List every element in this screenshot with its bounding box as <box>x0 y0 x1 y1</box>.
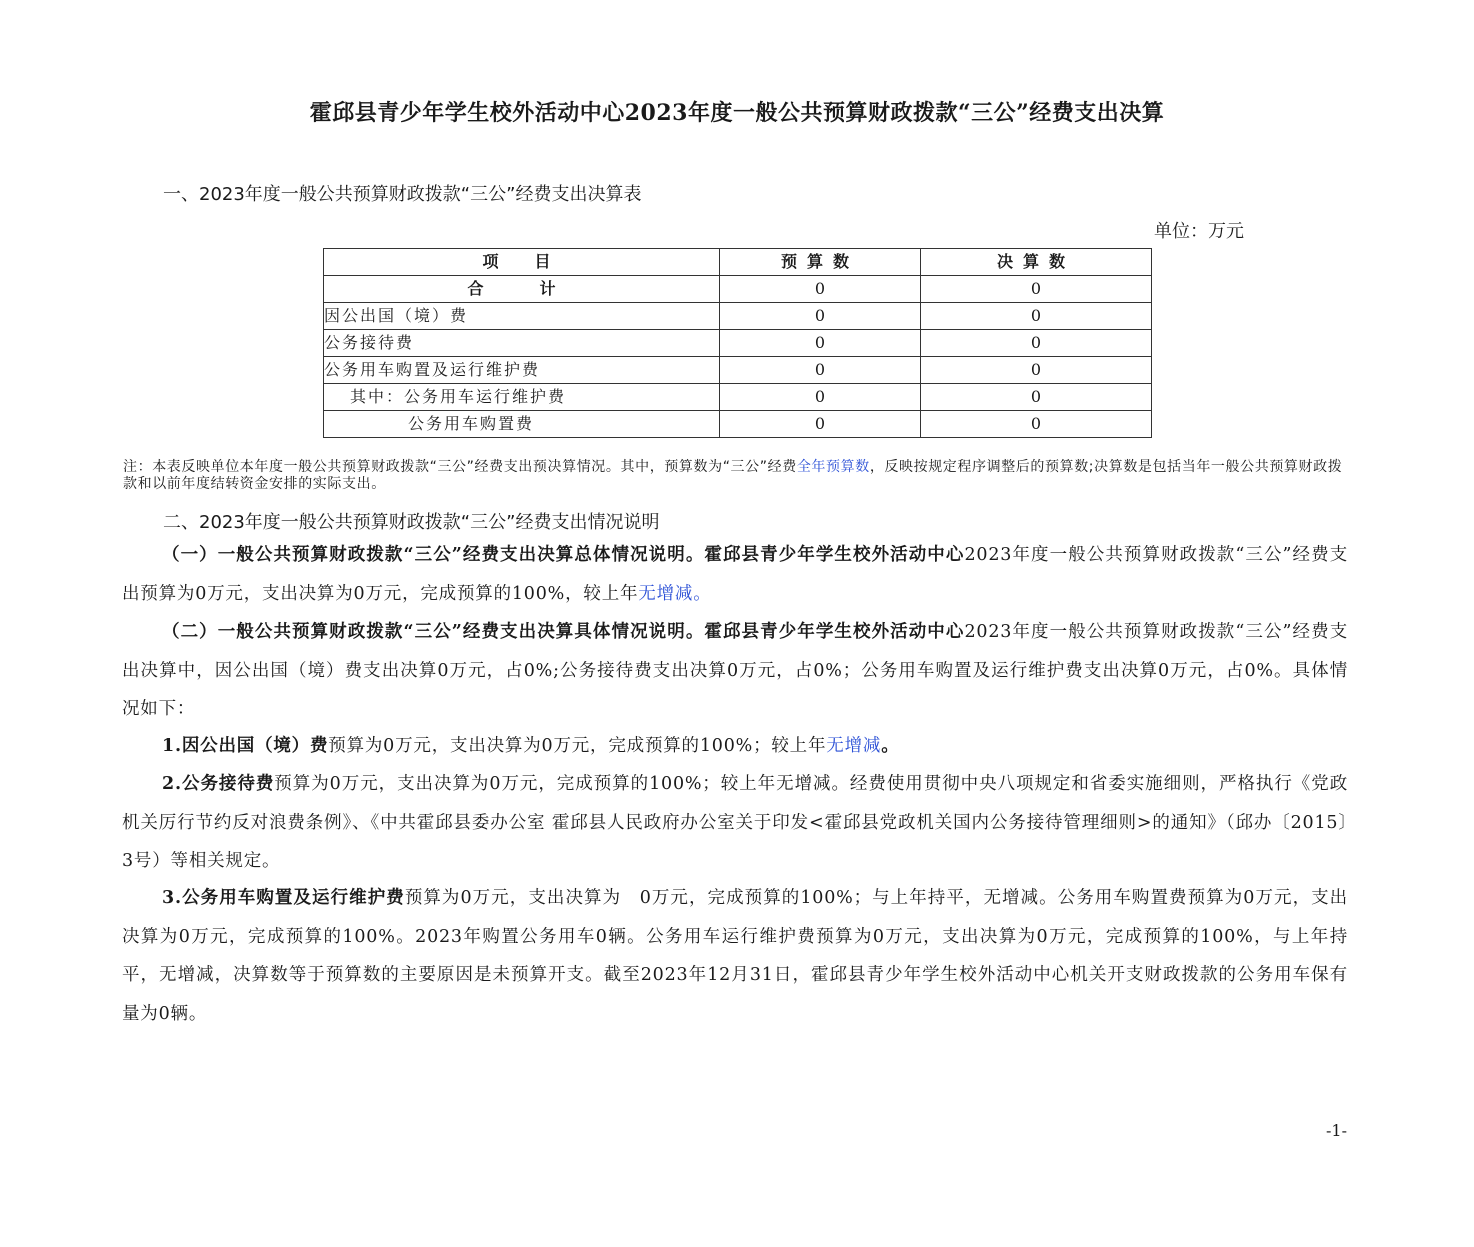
row-final: 0 <box>921 384 1152 411</box>
table-row <box>324 384 1152 411</box>
row-final: 0 <box>921 276 1152 303</box>
row-budget: 0 <box>720 303 921 330</box>
section2-heading: 二、2023年度一般公共预算财政拨款“三公”经费支出情况说明 <box>163 512 660 533</box>
note-highlight: 全年预算数 <box>796 459 870 475</box>
table-row <box>324 303 1152 330</box>
paragraph-text: 预算为0万元，支出决算为0万元，完成预算的100%；较上年无增减。经费使用贯彻中央八项规定和省委实施细则，严格执行《党政机关厉行节约反对浪费条例》、《中共霍邱县委办公室 霍邱县人民政府办公室关于印发<霍邱县党政机关国内公务接待管理细则>的通知》（邱办〔2015〕3号）等相关规定。 <box>122 774 1349 871</box>
row-final: 0 <box>921 303 1152 330</box>
paragraph-lead: （一）一般公共预算财政拨款“三公”经费支出决算总体情况说明。霍邱县青少年学生校外活动中心 <box>162 545 965 565</box>
paragraph-text: 2023年度一般公共预算财政拨款“三公”经费支出预算为0万元，支出决算为0万元，完成预算的100%，较上年 <box>122 545 1349 604</box>
paragraph-highlight: 无增减 <box>826 736 882 756</box>
paragraph-reception <box>122 765 1348 881</box>
unit-label: 单位：万元 <box>1154 221 1244 242</box>
row-final: 0 <box>921 411 1152 438</box>
row-label: 公务接待费 <box>324 330 720 357</box>
table-note <box>123 459 1348 493</box>
page-number: -1- <box>1326 1121 1347 1140</box>
paragraph-vehicles <box>122 879 1348 1033</box>
table-row <box>324 357 1152 384</box>
budget-table <box>323 248 1152 438</box>
row-label: 因公出国（境）费 <box>324 303 720 330</box>
row-label: 公务用车购置费 <box>324 411 720 438</box>
row-budget: 0 <box>720 384 921 411</box>
paragraph-text: 预算为0万元，支出决算为 0万元，完成预算的100%；与上年持平，无增减。公务用车购置费预算为0万元，支出决算为0万元，完成预算的100%。2023年购置公务用车0辆。公务用车运行维护费预算为0万元，支出决算为0万元，完成预算的100%，与上年持平，无增减，决算数等于预算数的主要原因是未预算开支。截至2023年12月31日，霍邱县青少年学生校外活动中心机关开支财政拨款的公务用车保有量为0辆。 <box>122 888 1348 1024</box>
table-header-row <box>324 249 1152 276</box>
row-final: 0 <box>921 330 1152 357</box>
paragraph-lead: 2.公务接待费 <box>162 774 275 794</box>
paragraph-overseas <box>122 727 1348 766</box>
section1-heading: 一、2023年度一般公共预算财政拨款“三公”经费支出决算表 <box>163 184 642 205</box>
header-item: 项 目 <box>324 249 720 276</box>
note-text-2: ，反映按规定程序调整后的预算数;决算数是包括当年一般公共预算财政拨款和以前年度结转资金安排的实际支出。 <box>123 459 1343 492</box>
row-label: 公务用车购置及运行维护费 <box>324 357 720 384</box>
row-label: 其中：公务用车运行维护费 <box>324 384 720 411</box>
paragraph-detail <box>122 613 1348 729</box>
paragraph-text: 2023年度一般公共预算财政拨款“三公”经费支出决算中，因公出国（境）费支出决算0万元，占0%;公务接待费支出决算0万元，占0%；公务用车购置及运行维护费支出决算0万元，占0%。具体情况如下： <box>122 622 1349 719</box>
paragraph-text: 预算为0万元，支出决算为0万元，完成预算的100%；较上年 <box>328 736 827 756</box>
paragraph-highlight: 无增减。 <box>638 583 712 604</box>
row-budget: 0 <box>720 330 921 357</box>
paragraph-end: 。 <box>881 736 900 756</box>
row-final: 0 <box>921 357 1152 384</box>
document-title: 霍邱县青少年学生校外活动中心2023年度一般公共预算财政拨款“三公”经费支出决算 <box>309 100 1165 126</box>
row-budget: 0 <box>720 276 921 303</box>
paragraph-lead: （二）一般公共预算财政拨款“三公”经费支出决算具体情况说明。霍邱县青少年学生校外活动中心 <box>162 622 965 642</box>
table-row-total <box>324 276 1152 303</box>
paragraph-lead: 3.公务用车购置及运行维护费 <box>162 888 405 908</box>
paragraph-lead: 1.因公出国（境）费 <box>162 736 329 756</box>
table-row <box>324 411 1152 438</box>
row-budget: 0 <box>720 411 921 438</box>
header-budget: 预算数 <box>720 249 921 276</box>
table-row <box>324 330 1152 357</box>
paragraph-overall <box>122 536 1348 613</box>
row-label: 合 计 <box>324 276 720 303</box>
note-text-1: 注：本表反映单位本年度一般公共预算财政拨款“三公”经费支出预决算情况。其中，预算数为“三公”经费 <box>123 459 797 475</box>
header-final: 决算数 <box>921 249 1152 276</box>
row-budget: 0 <box>720 357 921 384</box>
